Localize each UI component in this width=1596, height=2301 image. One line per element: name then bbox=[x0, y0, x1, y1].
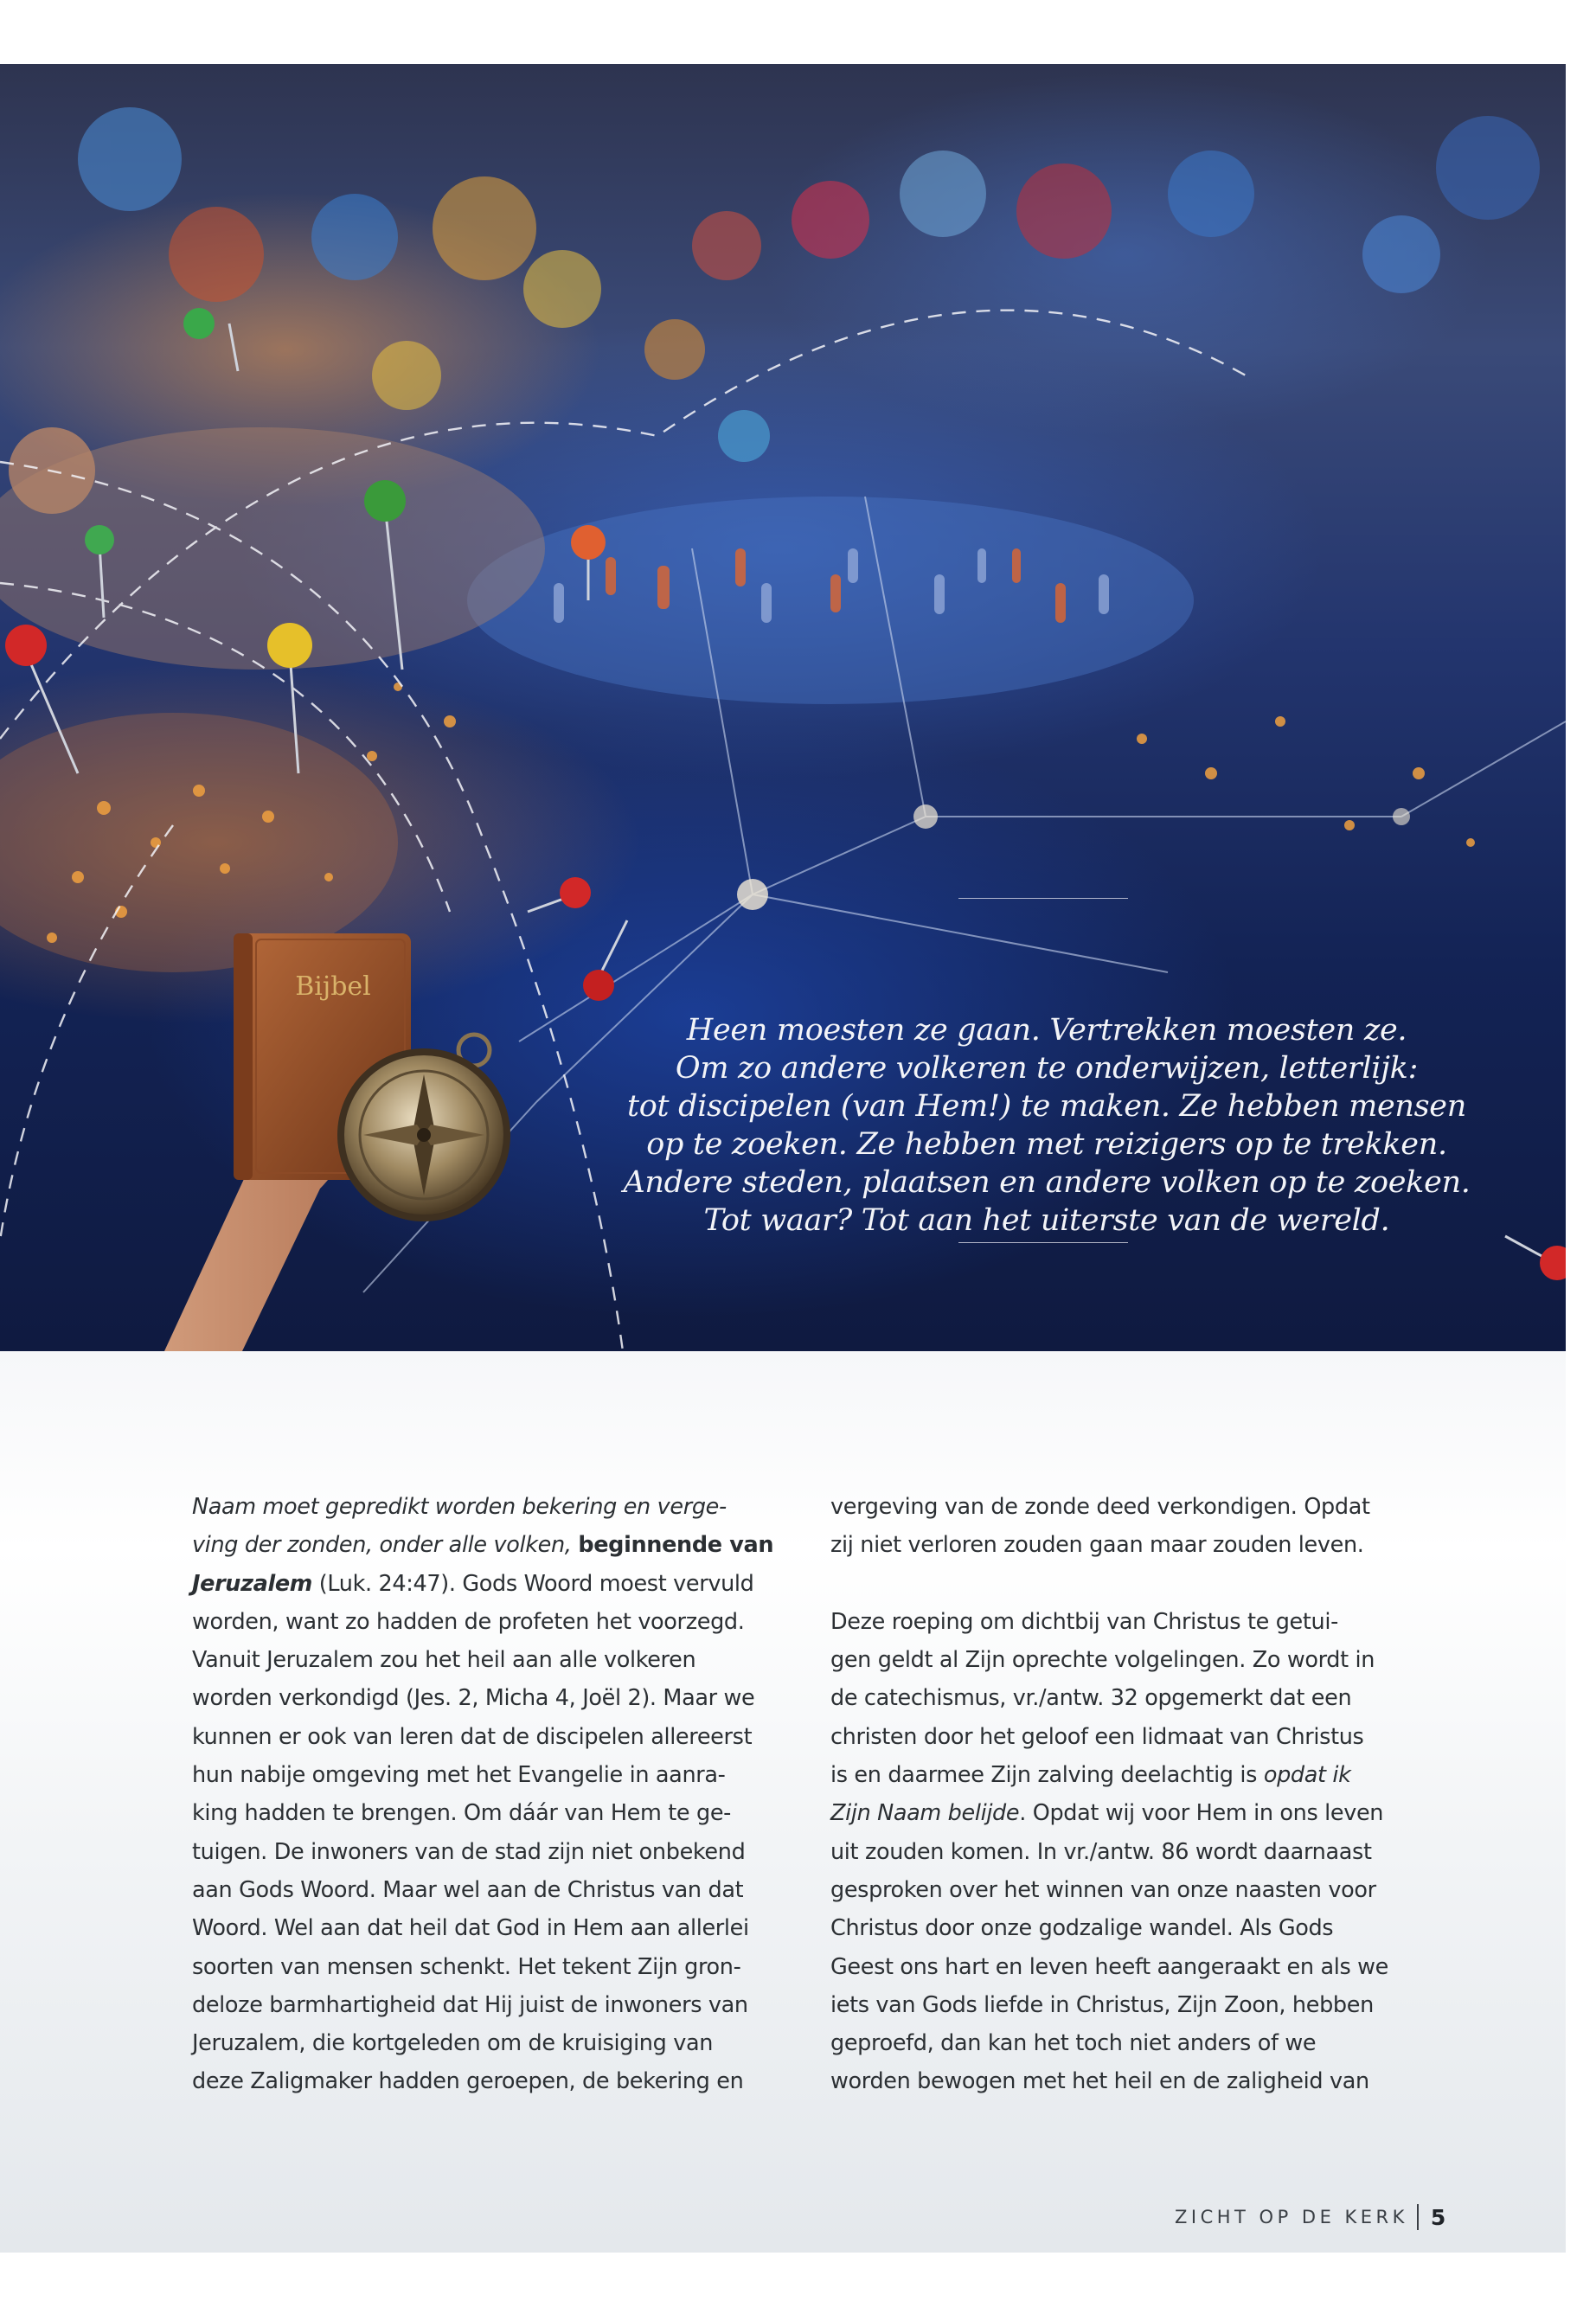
text-run: gen geldt al Zijn oprechte volgelingen. Zo wordt in bbox=[830, 1647, 1375, 1674]
article-column-right bbox=[830, 1488, 1427, 2101]
text-run: Zijn Naam belijde bbox=[830, 1800, 1020, 1827]
text-run: is en daarmee Zijn zalving deelachtig is bbox=[830, 1762, 1264, 1789]
network-nodes bbox=[737, 804, 1410, 910]
text-line bbox=[830, 1833, 1427, 1871]
pull-quote-line: Heen moesten ze gaan. Vertrekken moesten ze. bbox=[686, 1013, 1407, 1048]
quote-rule-bottom bbox=[958, 1242, 1128, 1243]
quote-rule-top bbox=[958, 898, 1128, 899]
text-run: zij niet verloren zouden gaan maar zouden leven. bbox=[830, 1532, 1364, 1559]
pull-quote-line: tot discipelen (van Hem!) te maken. Ze hebben mensen bbox=[627, 1089, 1466, 1124]
text-line bbox=[830, 1603, 1427, 1641]
article-column-left bbox=[192, 1488, 789, 2101]
pull-quote bbox=[554, 1011, 1540, 1240]
paragraph-break bbox=[830, 1565, 1427, 1603]
text-run: Deze roeping om dichtbij van Christus te getui- bbox=[830, 1608, 1338, 1635]
text-line bbox=[830, 1871, 1427, 1909]
text-run: deloze barmhartigheid dat Hij juist de inwoners van bbox=[192, 1991, 748, 2018]
text-run: beginnende van bbox=[578, 1532, 774, 1559]
text-line bbox=[192, 1718, 789, 1756]
hero-image bbox=[0, 64, 1566, 1351]
text-line bbox=[830, 1948, 1427, 1986]
text-run: ving der zonden, onder alle volken, bbox=[192, 1532, 579, 1559]
text-line bbox=[192, 1833, 789, 1871]
text-line bbox=[192, 1871, 789, 1909]
text-line bbox=[192, 1986, 789, 2024]
text-line bbox=[192, 1488, 789, 1526]
text-line bbox=[830, 1909, 1427, 1947]
text-line bbox=[192, 1641, 789, 1679]
text-run: worden, want zo hadden de profeten het voorzegd. bbox=[192, 1608, 745, 1635]
text-run: Jeruzalem bbox=[192, 1570, 313, 1597]
text-line bbox=[830, 2062, 1427, 2100]
text-line bbox=[192, 1603, 789, 1641]
text-line bbox=[192, 2024, 789, 2062]
text-run: vergeving van de zonde deed verkondigen. Opdat bbox=[830, 1494, 1370, 1520]
footer-divider bbox=[1417, 2204, 1419, 2230]
text-line bbox=[830, 1986, 1427, 2024]
page-footer bbox=[1175, 2202, 1445, 2232]
text-line bbox=[830, 2024, 1427, 2062]
text-line bbox=[830, 1794, 1427, 1832]
pull-quote-line: Tot waar? Tot aan het uiterste van de wereld. bbox=[703, 1203, 1390, 1238]
pull-quote-line: Andere steden, plaatsen en andere volken op te zoeken. bbox=[623, 1165, 1471, 1200]
pull-quote-line: op te zoeken. Ze hebben met reizigers op te trekken. bbox=[646, 1127, 1447, 1162]
text-line bbox=[192, 1756, 789, 1794]
text-run: Jeruzalem, die kortgeleden om de kruisiging van bbox=[192, 2030, 714, 2057]
text-line bbox=[192, 1794, 789, 1832]
text-line bbox=[830, 1756, 1427, 1794]
text-run: worden bewogen met het heil en de zaligheid van bbox=[830, 2068, 1369, 2095]
text-run: geproefd, dan kan het toch niet anders of we bbox=[830, 2030, 1317, 2057]
text-run: aan Gods Woord. Maar wel aan de Christus van dat bbox=[192, 1876, 744, 1903]
text-run: Naam moet gepredikt worden bekering en verge- bbox=[192, 1494, 727, 1520]
text-line bbox=[830, 1488, 1427, 1526]
text-run: (Luk. 24:47). Gods Woord moest vervuld bbox=[312, 1570, 754, 1597]
text-line bbox=[192, 1679, 789, 1717]
text-run: king hadden te brengen. Om dáár van Hem te ge- bbox=[192, 1800, 732, 1827]
text-run: christen door het geloof een lidmaat van Christus bbox=[830, 1723, 1364, 1750]
text-run: iets van Gods liefde in Christus, Zijn Zoon, hebben bbox=[830, 1991, 1374, 2018]
text-run: soorten van mensen schenkt. Het tekent Zijn gron- bbox=[192, 1953, 741, 1980]
text-run: hun nabije omgeving met het Evangelie in aanra- bbox=[192, 1762, 726, 1789]
text-run: gesproken over het winnen van onze naasten voor bbox=[830, 1876, 1376, 1903]
pull-quote-line: Om zo andere volkeren te onderwijzen, letterlijk: bbox=[675, 1051, 1419, 1086]
book-label: Bijbel bbox=[295, 971, 371, 1002]
text-run: deze Zaligmaker hadden geroepen, de bekering en bbox=[192, 2068, 744, 2095]
text-run: tuigen. De inwoners van de stad zijn niet onbekend bbox=[192, 1838, 746, 1865]
text-line bbox=[830, 1679, 1427, 1717]
text-run: opdat ik bbox=[1263, 1762, 1351, 1789]
magazine-name: ZICHT OP DE KERK bbox=[1175, 2207, 1408, 2227]
text-run: uit zouden komen. In vr./antw. 86 wordt daarnaast bbox=[830, 1838, 1372, 1865]
text-line bbox=[830, 1641, 1427, 1679]
page-number: 5 bbox=[1430, 2204, 1446, 2230]
text-run: de catechismus, vr./antw. 32 opgemerkt dat een bbox=[830, 1685, 1352, 1712]
text-run: Woord. Wel aan dat heil dat God in Hem aan allerlei bbox=[192, 1915, 749, 1942]
text-run: kunnen er ook van leren dat de discipelen allereerst bbox=[192, 1723, 753, 1750]
text-line bbox=[830, 1718, 1427, 1756]
text-line bbox=[192, 2062, 789, 2100]
crowd-figures bbox=[0, 427, 1194, 972]
text-line bbox=[192, 1909, 789, 1947]
text-line bbox=[192, 1948, 789, 1986]
text-line bbox=[192, 1526, 789, 1564]
text-run: worden verkondigd (Jes. 2, Micha 4, Joël 2). Maar we bbox=[192, 1685, 755, 1712]
text-run: Vanuit Jeruzalem zou het heil aan alle volkeren bbox=[192, 1647, 696, 1674]
text-line bbox=[830, 1526, 1427, 1564]
text-run: Christus door onze godzalige wandel. Als Gods bbox=[830, 1915, 1334, 1942]
text-run: Geest ons hart en leven heeft aangeraakt en als we bbox=[830, 1953, 1389, 1980]
text-line bbox=[192, 1565, 789, 1603]
text-run: . Opdat wij voor Hem in ons leven bbox=[1019, 1800, 1384, 1827]
